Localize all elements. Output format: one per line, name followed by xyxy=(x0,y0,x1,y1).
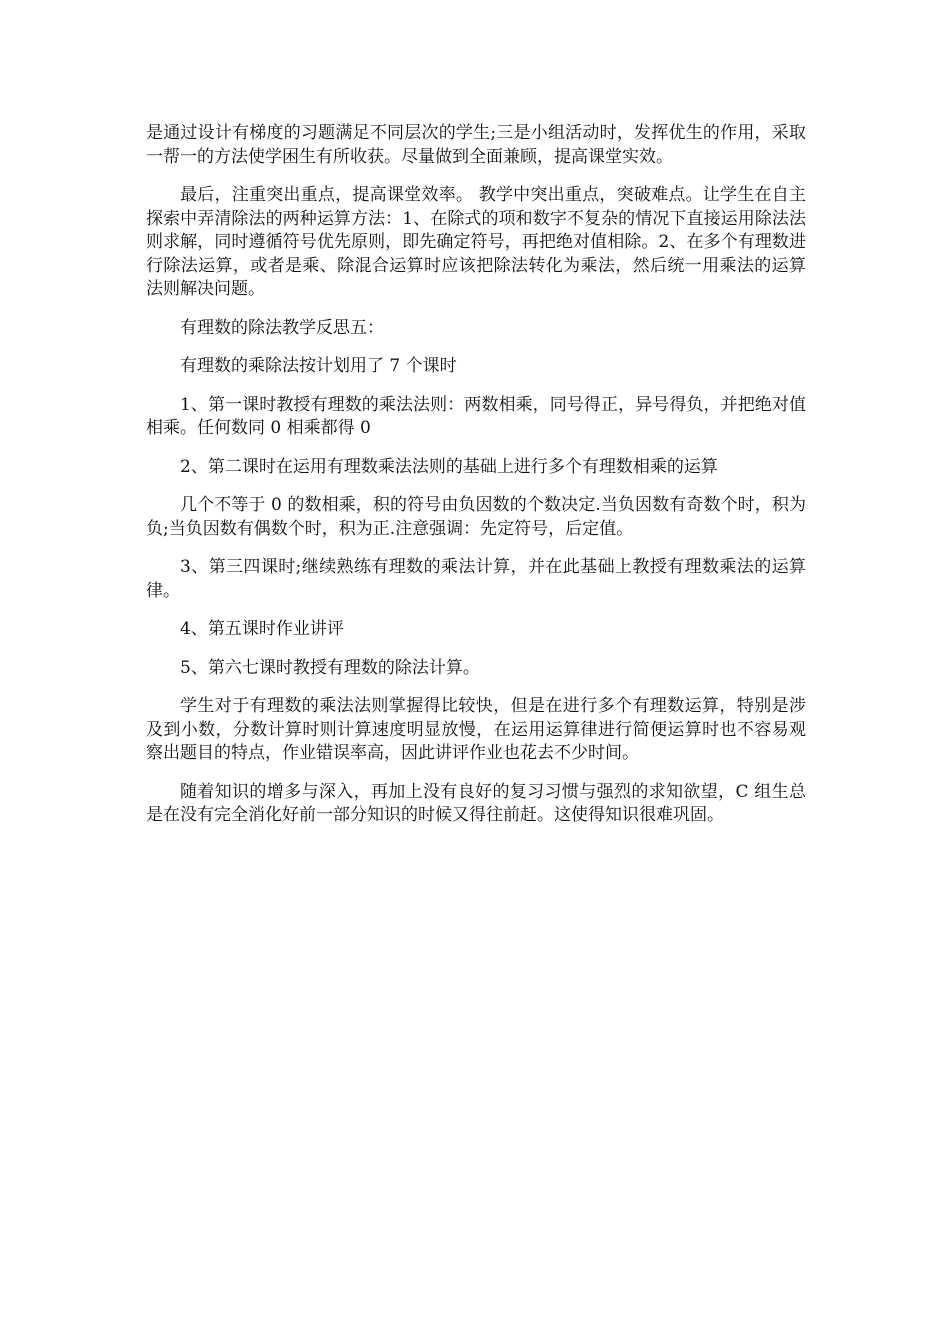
list-item-lesson-1: 1、第一课时教授有理数的乘法法则：两数相乘，同号得正，异号得负，并把绝对值相乘。任何数同 0 相乘都得 0 xyxy=(146,394,806,438)
list-item-lesson-6-7: 5、第六七课时教授有理数的除法计算。 xyxy=(180,657,480,678)
paragraph-focus-key-points: 最后，注重突出重点，提高课堂效率。 教学中突出重点，突破难点。让学生在自主探索中弄清除法的两种运算方法：1、在除式的项和数字不复杂的情况下直接运用除法法则求解，同时遵循符号优先原则，即先确定符号，再把绝对值相除。2、在多个有理数进行除法运算，或者是乘、除混合运算时应该把除法转化为乘法，然后统一用乘法的运算法则解决问题。 xyxy=(146,185,806,299)
paragraph-knowledge-consolidation: 随着知识的增多与深入，再加上没有良好的复习习惯与强烈的求知欲望，C 组生总是在没有完全消化好前一部分知识的时候又得往前赶。这使得知识很难巩固。 xyxy=(146,781,806,825)
section-heading-reflection-five: 有理数的除法教学反思五： xyxy=(180,317,384,338)
paragraph-sign-rule: 几个不等于 0 的数相乘，积的符号由负因数的个数决定.当负因数有奇数个时，积为负;当负因数有偶数个时，积为正.注意强调：先定符号，后定值。 xyxy=(146,495,806,539)
list-item-lesson-3-4: 3、第三四课时;继续熟练有理数的乘法计算，并在此基础上教授有理数乘法的运算律。 xyxy=(146,557,806,601)
paragraph-student-performance: 学生对于有理数的乘法法则掌握得比较快，但是在进行多个有理数运算，特别是涉及到小数，分数计算时则计算速度明显放慢，在运用运算律进行简便运算时也不容易观察出题目的特点，作业错误率高，因此讲评作业也花去不少时间。 xyxy=(146,696,806,763)
list-item-lesson-2: 2、第二课时在运用有理数乘法法则的基础上进行多个有理数相乘的运算 xyxy=(180,456,718,477)
paragraph-continuation: 是通过设计有梯度的习题满足不同层次的学生;三是小组活动时，发挥优生的作用，采取一帮一的方法使学困生有所收获。尽量做到全面兼顾，提高课堂实效。 xyxy=(146,123,806,167)
paragraph-lesson-plan: 有理数的乘除法按计划用了 7 个课时 xyxy=(180,356,457,376)
list-item-lesson-5: 4、第五课时作业讲评 xyxy=(180,619,344,639)
document-body xyxy=(146,122,806,843)
